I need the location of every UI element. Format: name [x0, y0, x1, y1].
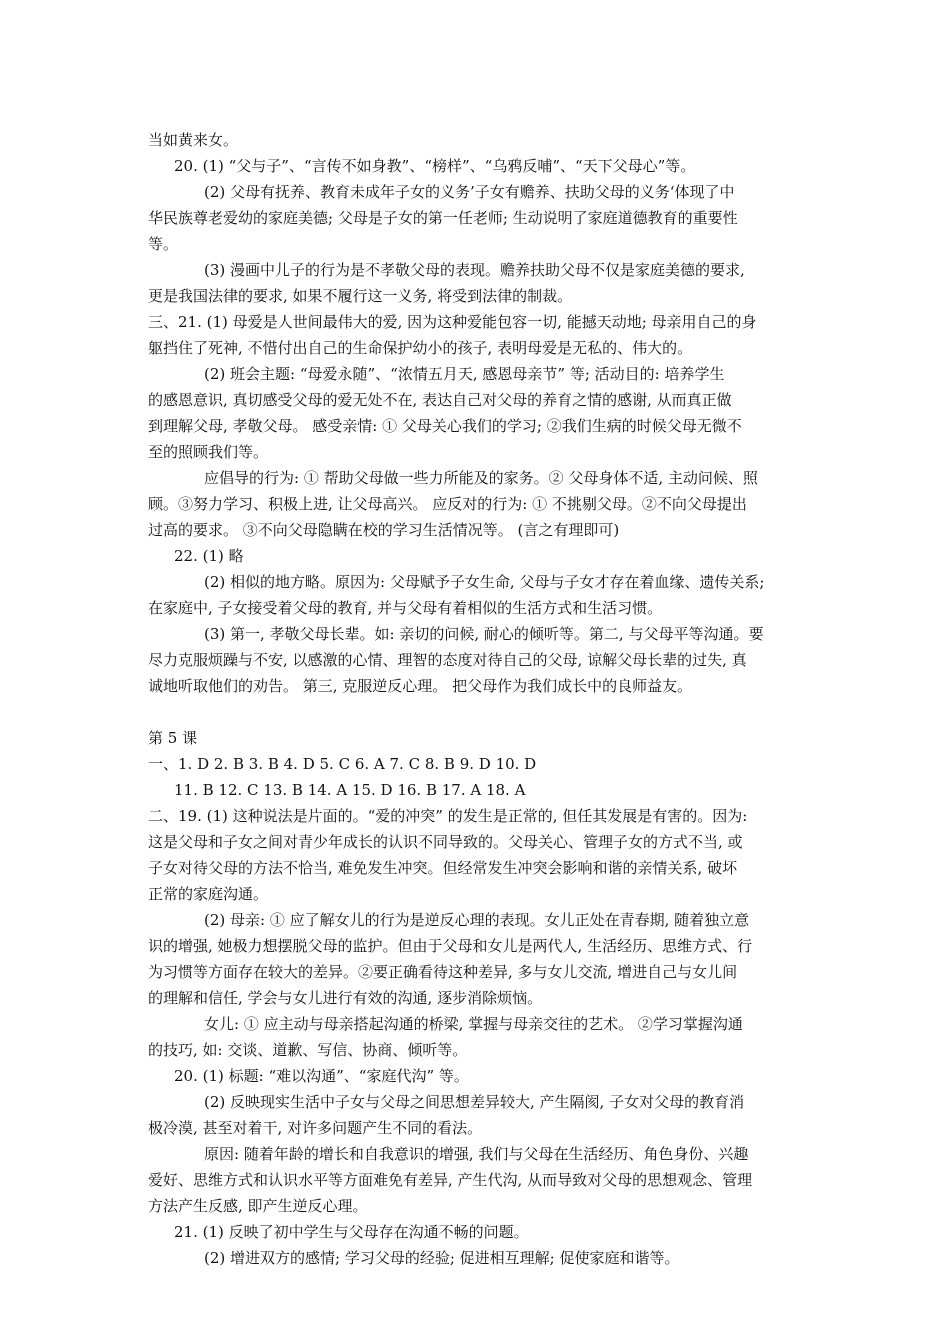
text-line: (2) 班会主题: “母爱永随”、“浓情五月天, 感恩母亲节” 等; 活动目的: 培养学生: [204, 365, 725, 383]
text-line: 到理解父母, 孝敬父母。 感受亲情: ① 父母关心我们的学习; ②我们生病的时候父母无微不: [148, 417, 742, 435]
text-line: 三、21. (1) 母爱是人世间最伟大的爱, 因为这种爱能包容一切, 能撼天动地; 母亲用自己的身: [148, 313, 757, 331]
text-line: 的感恩意识, 真切感受父母的爱无处不在, 表达自己对父母的养育之情的感谢, 从而真正做: [148, 391, 732, 409]
section-heading: 第 5 课: [148, 729, 198, 747]
text-line: 女儿: ① 应主动与母亲搭起沟通的桥梁, 掌握与母亲交往的艺术。 ②学习掌握沟通: [204, 1015, 743, 1033]
text-line: 20. (1) “父与子”、“言传不如身教”、“榜样”、“乌鸦反哺”、“天下父母心”等。: [174, 157, 696, 175]
text-line: 更是我国法律的要求, 如果不履行这一义务, 将受到法律的制裁。: [148, 287, 573, 305]
text-line: 在家庭中, 子女接受着父母的教育, 并与父母有着相似的生活方式和生活习惯。: [148, 599, 663, 617]
text-line: 诚地听取他们的劝告。 第三, 克服逆反心理。 把父母作为我们成长中的良师益友。: [148, 677, 693, 695]
text-line: 正常的家庭沟通。: [148, 885, 269, 903]
text-line: 的技巧, 如: 交谈、道歉、写信、协商、倾听等。: [148, 1041, 468, 1059]
answer-key-line: 一、1. D 2. B 3. B 4. D 5. C 6. A 7. C 8. B 9. D 10. D: [148, 755, 537, 773]
text-line: 方法产生反感, 即产生逆反心理。: [148, 1197, 368, 1215]
text-line: (2) 相似的地方略。原因为: 父母赋予子女生命, 父母与子女才存在着血缘、遗传关系;: [204, 573, 765, 591]
text-line: 至的照顾我们等。: [148, 443, 269, 461]
text-line: 识的增强, 她极力想摆脱父母的监护。但由于父母和女儿是两代人, 生活经历、思维方式、行: [148, 937, 753, 955]
text-line: 21. (1) 反映了初中学生与父母存在沟通不畅的问题。: [174, 1223, 529, 1241]
answer-key-line: 11. B 12. C 13. B 14. A 15. D 16. B 17. A 18. A: [174, 781, 526, 799]
text-line: (2) 母亲: ① 应了解女儿的行为是逆反心理的表现。女儿正处在青春期, 随着独立意: [204, 911, 750, 929]
text-line: 爱好、思维方式和认识水平等方面难免有差异, 产生代沟, 从而导致对父母的思想观念、管理: [148, 1171, 753, 1189]
text-line: 22. (1) 略: [174, 547, 244, 565]
text-line: 极冷漠, 甚至对着干, 对许多问题产生不同的看法。: [148, 1119, 483, 1137]
text-line: 当如黄来女。: [148, 131, 239, 149]
text-line: 尽力克服烦躁与不安, 以感激的心情、理智的态度对待自己的父母, 谅解父母长辈的过失, 真: [148, 651, 747, 669]
text-line: (2) 增进双方的感情; 学习父母的经验; 促进相互理解; 促使家庭和谐等。: [204, 1249, 680, 1267]
text-line: 应倡导的行为: ① 帮助父母做一些力所能及的家务。② 父母身体不适, 主动问候、照: [204, 469, 758, 487]
text-line: 为习惯等方面存在较大的差异。②要正确看待这种差异, 多与女儿交流, 增进自己与女儿间: [148, 963, 738, 981]
text-line: (2) 父母有抚养、教育未成年子女的义务’子女有赡养、扶助父母的义务‘体现了中: [204, 183, 735, 201]
text-line: 顾。③努力学习、积极上进, 让父母高兴。 应反对的行为: ① 不挑剔父母。②不向父母提出: [148, 495, 747, 513]
text-line: 二、19. (1) 这种说法是片面的。“爱的冲突” 的发生是正常的, 但任其发展是有害的。因为:: [148, 807, 748, 825]
text-line: 等。: [148, 235, 179, 253]
text-line: 子女对待父母的方法不恰当, 难免发生冲突。但经常发生冲突会影响和谐的亲情关系, 破坏: [148, 859, 738, 877]
text-line: 的理解和信任, 学会与女儿进行有效的沟通, 逐步消除烦恼。: [148, 989, 543, 1007]
text-line: (3) 漫画中儿子的行为是不孝敬父母的表现。赡养扶助父母不仅是家庭美德的要求,: [204, 261, 745, 279]
text-line: 过高的要求。 ③不向父母隐瞒在校的学习生活情况等。 (言之有理即可): [148, 521, 620, 539]
text-line: (3) 第一, 孝敬父母长辈。如: 亲切的问候, 耐心的倾听等。第二, 与父母平等沟通。要: [204, 625, 764, 643]
text-line: 躯挡住了死神, 不惜付出自己的生命保护幼小的孩子, 表明母爱是无私的、伟大的。: [148, 339, 693, 357]
text-line: (2) 反映现实生活中子女与父母之间思想差异较大, 产生隔阂, 子女对父母的教育消: [204, 1093, 745, 1111]
text-line: 华民族尊老爱幼的家庭美德; 父母是子女的第一任老师; 生动说明了家庭道德教育的重要性: [148, 209, 738, 227]
text-line: 这是父母和子女之间对青少年成长的认识不同导致的。父母关心、管理子女的方式不当, 或: [148, 833, 743, 851]
text-line: 20. (1) 标题: “难以沟通”、“家庭代沟” 等。: [174, 1067, 469, 1085]
text-line: 原因: 随着年龄的增长和自我意识的增强, 我们与父母在生活经历、角色身份、兴趣: [204, 1145, 749, 1163]
